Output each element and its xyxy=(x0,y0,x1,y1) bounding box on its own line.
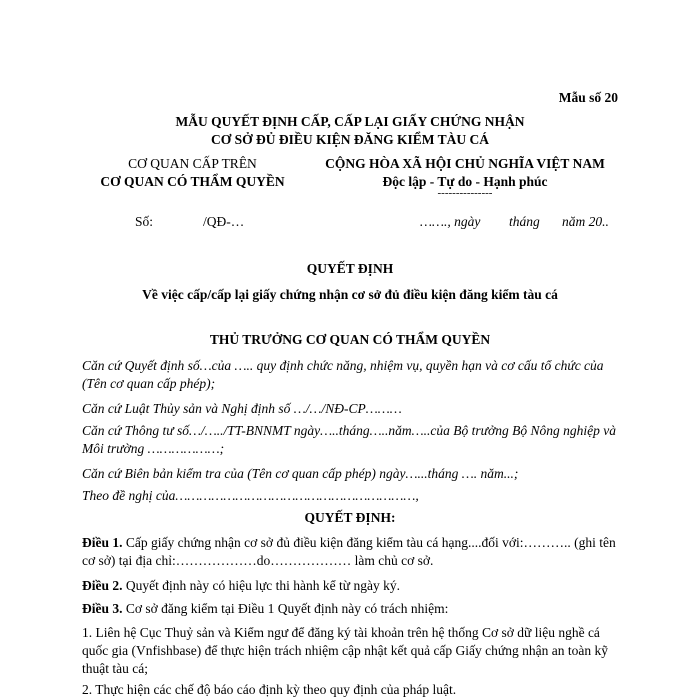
nation-name: CỘNG HÒA XÃ HỘI CHỦ NGHĨA VIỆT NAM xyxy=(325,156,605,171)
legal-basis-4: Căn cứ Biên bản kiểm tra của (Tên cơ quan cấp phép) ngày…...tháng …. năm...; xyxy=(82,466,519,481)
decides-heading: QUYẾT ĐỊNH: xyxy=(304,510,396,525)
article-1-text: Cấp giấy chứng nhận cơ sở đủ điều kiện đăng kiểm tàu cá hạng....đối với:……….. (ghi tên cơ sở) tại địa chỉ:………………do……………… làm chủ cơ sở. xyxy=(82,535,616,568)
article-1-label: Điều 1. xyxy=(82,535,123,550)
decision-title: QUYẾT ĐỊNH xyxy=(306,261,394,276)
legal-basis-2: Căn cứ Luật Thủy sản và Nghị định số …/…/NĐ-CP……… xyxy=(82,401,402,416)
legal-basis-3: Căn cứ Thông tư số…/…../TT-BNNMT ngày…..tháng…..năm…..của Bộ trưởng Bộ Nông nghiệp và Môi trường ………………; xyxy=(82,423,616,456)
date-year: năm 20.. xyxy=(562,214,609,229)
motto-divider: --------------- xyxy=(437,187,493,199)
date-month: tháng xyxy=(509,214,540,229)
document-title-line-2: CƠ SỞ ĐỦ ĐIỀU KIỆN ĐĂNG KIỂM TÀU CÁ xyxy=(210,132,490,147)
article-1 xyxy=(82,534,622,570)
agency-superior: CƠ QUAN CẤP TRÊN xyxy=(128,156,257,171)
date-place: ……., ngày xyxy=(420,214,481,229)
duty-2: 2. Thực hiện các chế độ báo cáo định kỳ theo quy định của pháp luật. xyxy=(82,682,457,697)
national-motto: Độc lập - Tự do - Hạnh phúc xyxy=(382,174,548,189)
legal-basis-5: Theo đề nghị của……………………………………………………, xyxy=(82,488,419,503)
authority-heading: THỦ TRƯỞNG CƠ QUAN CÓ THẨM QUYỀN xyxy=(209,332,491,347)
document-title-line-1: MẪU QUYẾT ĐỊNH CẤP, CẤP LẠI GIẤY CHỨNG NHẬN xyxy=(175,114,525,129)
agency-authority: CƠ QUAN CÓ THẨM QUYỀN xyxy=(100,174,285,189)
document-number-code: /QĐ-… xyxy=(203,214,245,229)
legal-basis-1: Căn cứ Quyết định số…của ….. quy định chức năng, nhiệm vụ, quyền hạn và cơ cấu tổ chức của (Tên cơ quan cấp phép); xyxy=(82,358,604,391)
article-3 xyxy=(82,600,622,618)
article-3-text: Cơ sở đăng kiểm tại Điều 1 Quyết định này có trách nhiệm: xyxy=(122,601,449,616)
article-2 xyxy=(82,577,622,595)
article-2-label: Điều 2. xyxy=(82,578,123,593)
duty-1: 1. Liên hệ Cục Thuỷ sản và Kiểm ngư để đăng ký tài khoản trên hệ thống Cơ sở dữ liệu nghề cá quốc gia (Vnfishbase) để thực hiện trách nhiệm cập nhật kết quả cấp Giấy chứng nhận an toàn kỹ thuật tàu cá; xyxy=(82,625,608,676)
decision-subject: Về việc cấp/cấp lại giấy chứng nhận cơ sở đủ điều kiện đăng kiểm tàu cá xyxy=(142,287,558,302)
article-2-text: Quyết định này có hiệu lực thi hành kể từ ngày ký. xyxy=(122,578,400,593)
document-number-label: Số: xyxy=(135,214,154,229)
form-number: Mẫu số 20 xyxy=(558,90,618,105)
article-3-label: Điều 3. xyxy=(82,601,123,616)
